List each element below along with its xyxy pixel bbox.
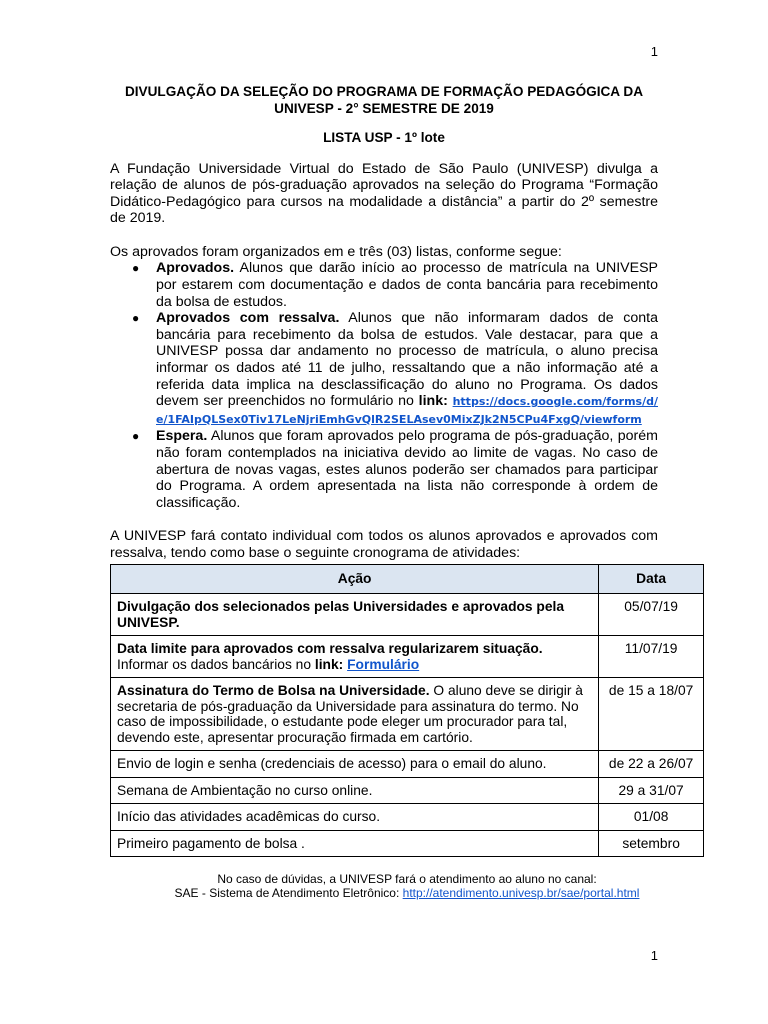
action-cell: Início das atividades acadêmicas do curso. xyxy=(111,804,599,831)
list-item-aprovados xyxy=(110,260,658,310)
document-subtitle: LISTA USP - 1º lote xyxy=(323,130,445,145)
list-item-text: Alunos que darão início ao processo de matrícula na UNIVESP por estarem com documentação e dados de conta bancária para recebimento da bolsa de estudos. xyxy=(156,260,658,310)
action-bold-text: Assinatura do Termo de Bolsa na Universidade. xyxy=(117,683,430,698)
bullet-icon: ● xyxy=(132,311,140,326)
list-item-text: Alunos que não informaram dados de conta bancária para recebimento da bolsa de estudos. Vale destacar, para que a UNIVESP possa dar andamento no processo de matrícula, o aluno precisa informar os dados até 11 de julho, ressaltando que a não informação até a referida data implica na desclassificação do aluno no Programa. Os dados devem ser preenchidos no formulário no xyxy=(156,310,658,410)
lists-intro-paragraph: Os aprovados foram organizados em e três (03) listas, conforme segue: xyxy=(110,243,562,260)
date-cell: de 15 a 18/07 xyxy=(599,678,704,751)
table-row xyxy=(111,751,704,778)
date-cell: 05/07/19 xyxy=(599,594,704,636)
footer-line-1: No caso de dúvidas, a UNIVESP fará o atendimento ao aluno no canal: xyxy=(217,872,597,886)
closing-paragraph: A UNIVESP fará contato individual com todos os alunos aprovados e aprovados com ressalva, tendo como base o seguinte cronograma de atividades: xyxy=(110,528,658,561)
document-body xyxy=(110,84,658,562)
date-cell: 29 a 31/07 xyxy=(599,777,704,804)
schedule-table xyxy=(110,564,704,857)
action-cell: Primeiro pagamento de bolsa . xyxy=(111,830,599,857)
action-cell: Semana de Ambientação no curso online. xyxy=(111,777,599,804)
footer-label: SAE - Sistema de Atendimento Eletrônico: xyxy=(174,886,403,900)
list-item-espera xyxy=(110,428,658,511)
link-label: link: xyxy=(314,656,344,672)
intro-paragraph: A Fundação Universidade Virtual do Estado de São Paulo (UNIVESP) divulga a relação de alunos de pós-graduação aprovados na seleção do Programa “Formação Didático-Pedagógico para cursos na modalidade a distância” a partir do 2º semestre de 2019. xyxy=(110,160,658,227)
action-cell xyxy=(111,594,599,636)
list-item-text: Alunos que foram aprovados pelo programa de pós-graduação, porém não foram contemplados na iniciativa devido ao limite de vagas. No caso de abertura de novas vagas, estes alunos poderão ser chamados para participar do Programa. A ordem apresentada na lista não corresponde à ordem de classificação. xyxy=(156,428,658,511)
date-cell: de 22 a 26/07 xyxy=(599,751,704,778)
table-row xyxy=(111,830,704,857)
action-cell: Envio de login e senha (credenciais de acesso) para o email do aluno. xyxy=(111,751,599,778)
page-number-top: 1 xyxy=(650,44,658,59)
formulario-link[interactable]: Formulário xyxy=(347,656,420,672)
footer-line-2 xyxy=(110,886,704,900)
list-item-label: Aprovados com ressalva. xyxy=(156,310,340,327)
date-cell: 01/08 xyxy=(599,804,704,831)
action-text: Informar os dados bancários no xyxy=(117,656,315,672)
google-form-link[interactable]: https://docs.google.com/forms/d/e/1FAIpQLSex0Tiv17LeNjriEmhGvQlR2SELAsev0MixZJk2N5CPu4FxgQ/viewform xyxy=(156,395,658,426)
table-header-row xyxy=(111,565,704,594)
action-cell xyxy=(111,636,599,678)
document-title: DIVULGAÇÃO DA SELEÇÃO DO PROGRAMA DE FORMAÇÃO PEDAGÓGICA DA UNIVESP - 2° SEMESTRE DE 2019 xyxy=(124,84,644,116)
action-bold-text: Divulgação dos selecionados pelas Universidades e aprovados pela UNIVESP. xyxy=(117,599,565,630)
list-item-label: Aprovados. xyxy=(156,260,235,277)
date-cell: 11/07/19 xyxy=(599,636,704,678)
list-item-label: Espera. xyxy=(156,428,208,445)
bullet-icon: ● xyxy=(132,261,140,276)
list-item-aprovados-ressalva xyxy=(110,310,658,428)
table-row xyxy=(111,594,704,636)
page-number-bottom: 1 xyxy=(650,948,658,963)
approval-lists xyxy=(110,260,658,511)
sae-portal-link[interactable]: http://atendimento.univesp.br/sae/portal.html xyxy=(402,886,640,900)
date-cell: setembro xyxy=(599,830,704,857)
action-bold-text: Data limite para aprovados com ressalva regularizarem situação. xyxy=(117,641,543,656)
footer-note xyxy=(110,872,704,900)
column-header-acao: Ação xyxy=(111,565,599,594)
table-row xyxy=(111,636,704,678)
column-header-data: Data xyxy=(599,565,704,594)
table-row xyxy=(111,678,704,751)
table-row xyxy=(111,804,704,831)
action-text: O aluno deve se dirigir à secretaria de pós-graduação da Universidade para assinatura do termo. No caso de impossibilidade, o estudante pode eleger um procurador para tal, devendo este, apresentar procuração firmada em cartório. xyxy=(117,683,583,745)
link-label: link: xyxy=(418,393,448,410)
action-cell xyxy=(111,678,599,751)
bullet-icon: ● xyxy=(132,429,140,444)
table-row xyxy=(111,777,704,804)
